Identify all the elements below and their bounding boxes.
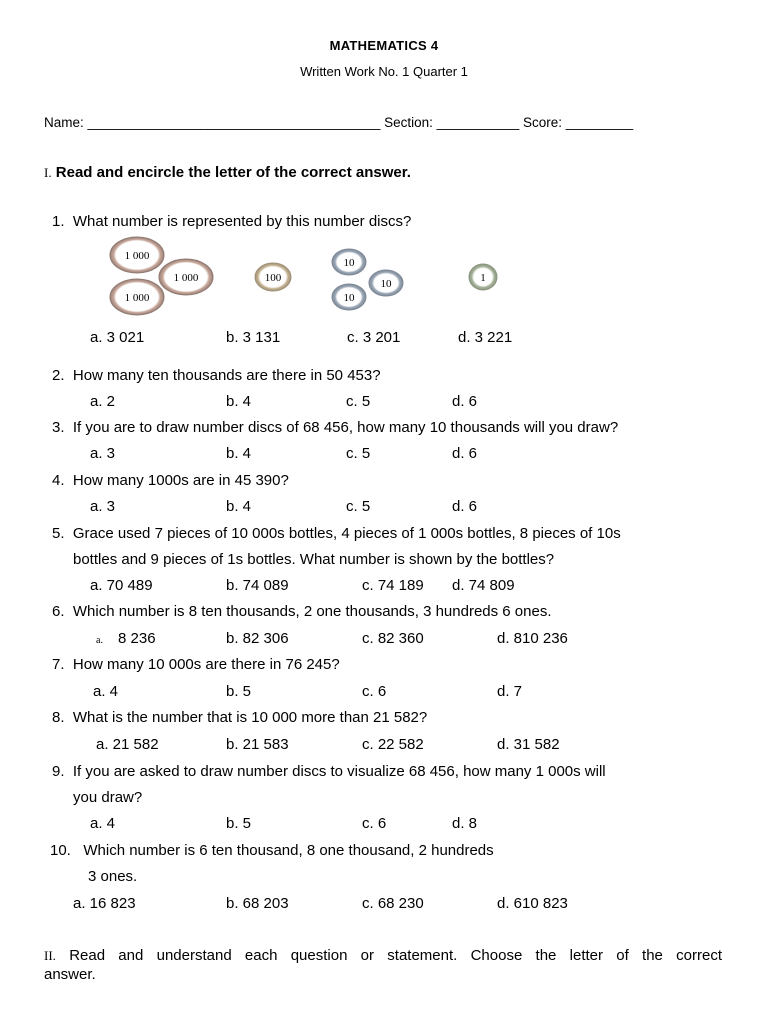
- question-number: 8.: [52, 709, 65, 726]
- section-2-text: Read and understand each question or statement. Choose the letter of the correct: [69, 947, 722, 964]
- question-text: How many ten thousands are there in 50 453?: [72, 367, 381, 384]
- question-9: [52, 763, 606, 780]
- choice-c[interactable]: c. 6: [362, 815, 387, 832]
- choice-c[interactable]: c. 5: [346, 445, 371, 462]
- disc-1: [469, 264, 497, 290]
- question-number: 9.: [52, 763, 65, 780]
- question-5-line-2: bottles and 9 pieces of 1s bottles. What number is shown by the bottles?: [73, 551, 555, 568]
- question-5: [52, 525, 621, 542]
- question-number: 3.: [52, 419, 65, 436]
- choice-b[interactable]: b. 5: [226, 683, 252, 700]
- disc-1000-b: [159, 259, 213, 295]
- disc-label: 100: [264, 272, 282, 284]
- disc-1000-c: [110, 279, 164, 315]
- question-text: How many 1000s are in 45 390?: [72, 472, 289, 489]
- disc-1000-a: [110, 237, 164, 273]
- choice-d[interactable]: d. 810 236: [497, 630, 568, 647]
- choice-a[interactable]: a. 21 582: [96, 736, 159, 753]
- question-text: How many 10 000s are there in 76 245?: [72, 656, 340, 673]
- choice-c[interactable]: c. 74 189: [362, 577, 424, 594]
- disc-label: 10: [343, 257, 355, 269]
- section-1-period: .: [406, 164, 411, 181]
- choice-d[interactable]: d. 6: [452, 445, 478, 462]
- question-text: Grace used 7 pieces of 10 000s bottles, 4 pieces of 1 000s bottles, 8 pieces of 10s: [72, 525, 621, 542]
- choice-c[interactable]: c. 5: [346, 498, 371, 515]
- choice-a[interactable]: a. 16 823: [73, 895, 136, 912]
- name-section-score-line: Name: _______________________________________ Section: ___________ Score: _________: [44, 115, 634, 130]
- choice-a[interactable]: a. 4: [93, 683, 119, 700]
- choice-b[interactable]: b. 4: [226, 445, 252, 462]
- question-2: [52, 367, 381, 384]
- question-number: 1.: [52, 213, 65, 230]
- choice-a[interactable]: a. 3 021: [90, 329, 145, 346]
- question-4: [52, 472, 289, 489]
- disc-label: 1 000: [124, 250, 150, 262]
- choice-b[interactable]: b. 74 089: [226, 577, 289, 594]
- section-2-line-2: answer.: [44, 966, 96, 983]
- disc-label: 1 000: [173, 272, 199, 284]
- choice-c[interactable]: c. 3 201: [347, 329, 401, 346]
- question-9-line-2: you draw?: [73, 789, 143, 806]
- question-10: [50, 842, 494, 859]
- question-number: 5.: [52, 525, 65, 542]
- question-3: [52, 419, 618, 436]
- question-8: [52, 709, 427, 726]
- disc-10-a: [332, 249, 366, 275]
- choice-d[interactable]: d. 6: [452, 393, 478, 410]
- choice-a[interactable]: a. 2: [90, 393, 116, 410]
- choice-a[interactable]: 8 236: [118, 630, 156, 647]
- choice-c[interactable]: c. 82 360: [362, 630, 424, 647]
- choice-c[interactable]: c. 22 582: [362, 736, 424, 753]
- section-2-line-1: [44, 946, 722, 965]
- disc-10-b: [369, 270, 403, 296]
- worksheet-title: MATHEMATICS 4: [329, 38, 439, 53]
- question-text: What is the number that is 10 000 more than 21 582?: [72, 709, 428, 726]
- choice-b[interactable]: b. 3 131: [226, 329, 281, 346]
- section-1-number: I.: [44, 165, 52, 180]
- worksheet-subtitle: Written Work No. 1 Quarter 1: [300, 64, 468, 79]
- question-number: 7.: [52, 656, 65, 673]
- choice-d[interactable]: d. 6: [452, 498, 478, 515]
- section-2-number: II.: [44, 948, 56, 963]
- choice-a[interactable]: a. 3: [90, 445, 116, 462]
- question-text: Which number is 6 ten thousand, 8 one thousand, 2 hundreds: [83, 842, 494, 859]
- choice-d[interactable]: d. 31 582: [497, 736, 560, 753]
- choice-d[interactable]: d. 7: [497, 683, 523, 700]
- choice-a[interactable]: a. 3: [90, 498, 116, 515]
- choice-b[interactable]: b. 4: [226, 498, 252, 515]
- question-10-line-2: 3 ones.: [88, 868, 138, 885]
- question-text: What number is represented by this number discs?: [72, 213, 412, 230]
- disc-label: 10: [343, 292, 355, 304]
- disc-label: 10: [380, 278, 392, 290]
- choice-b[interactable]: b. 82 306: [226, 630, 289, 647]
- choice-c[interactable]: c. 68 230: [362, 895, 424, 912]
- question-text: If you are asked to draw number discs to visualize 68 456, how many 1 000s will: [72, 763, 606, 780]
- choice-c[interactable]: c. 5: [346, 393, 371, 410]
- choice-a-letter: a.: [96, 635, 103, 646]
- choice-d[interactable]: d. 74 809: [452, 577, 515, 594]
- disc-label: 1 000: [124, 292, 150, 304]
- question-text: If you are to draw number discs of 68 456, how many 10 thousands will you draw?: [72, 419, 619, 436]
- section-1-instruction: [44, 164, 411, 181]
- choice-b[interactable]: b. 68 203: [226, 895, 289, 912]
- question-number: 2.: [52, 367, 65, 384]
- choice-a[interactable]: a. 4: [90, 815, 116, 832]
- section-1-text: Read and encircle the letter of the correct answer: [55, 164, 407, 181]
- choice-d[interactable]: d. 610 823: [497, 895, 568, 912]
- choice-b[interactable]: b. 5: [226, 815, 252, 832]
- question-number: 10.: [50, 842, 71, 859]
- disc-10-c: [332, 284, 366, 310]
- choice-b[interactable]: b. 21 583: [226, 736, 289, 753]
- question-text: Which number is 8 ten thousands, 2 one thousands, 3 hundreds 6 ones.: [72, 603, 552, 620]
- disc-100: [255, 263, 291, 291]
- question-number: 6.: [52, 603, 65, 620]
- question-1: [52, 213, 411, 230]
- section-2-instruction: [44, 946, 722, 984]
- choice-d[interactable]: d. 3 221: [458, 329, 513, 346]
- choice-a[interactable]: a. 70 489: [90, 577, 153, 594]
- question-7: [52, 656, 340, 673]
- choice-c[interactable]: c. 6: [362, 683, 387, 700]
- number-discs-figure: [100, 230, 520, 320]
- question-number: 4.: [52, 472, 65, 489]
- question-6: [52, 603, 552, 620]
- choice-b[interactable]: b. 4: [226, 393, 252, 410]
- disc-label: 1: [480, 272, 486, 284]
- choice-d[interactable]: d. 8: [452, 815, 478, 832]
